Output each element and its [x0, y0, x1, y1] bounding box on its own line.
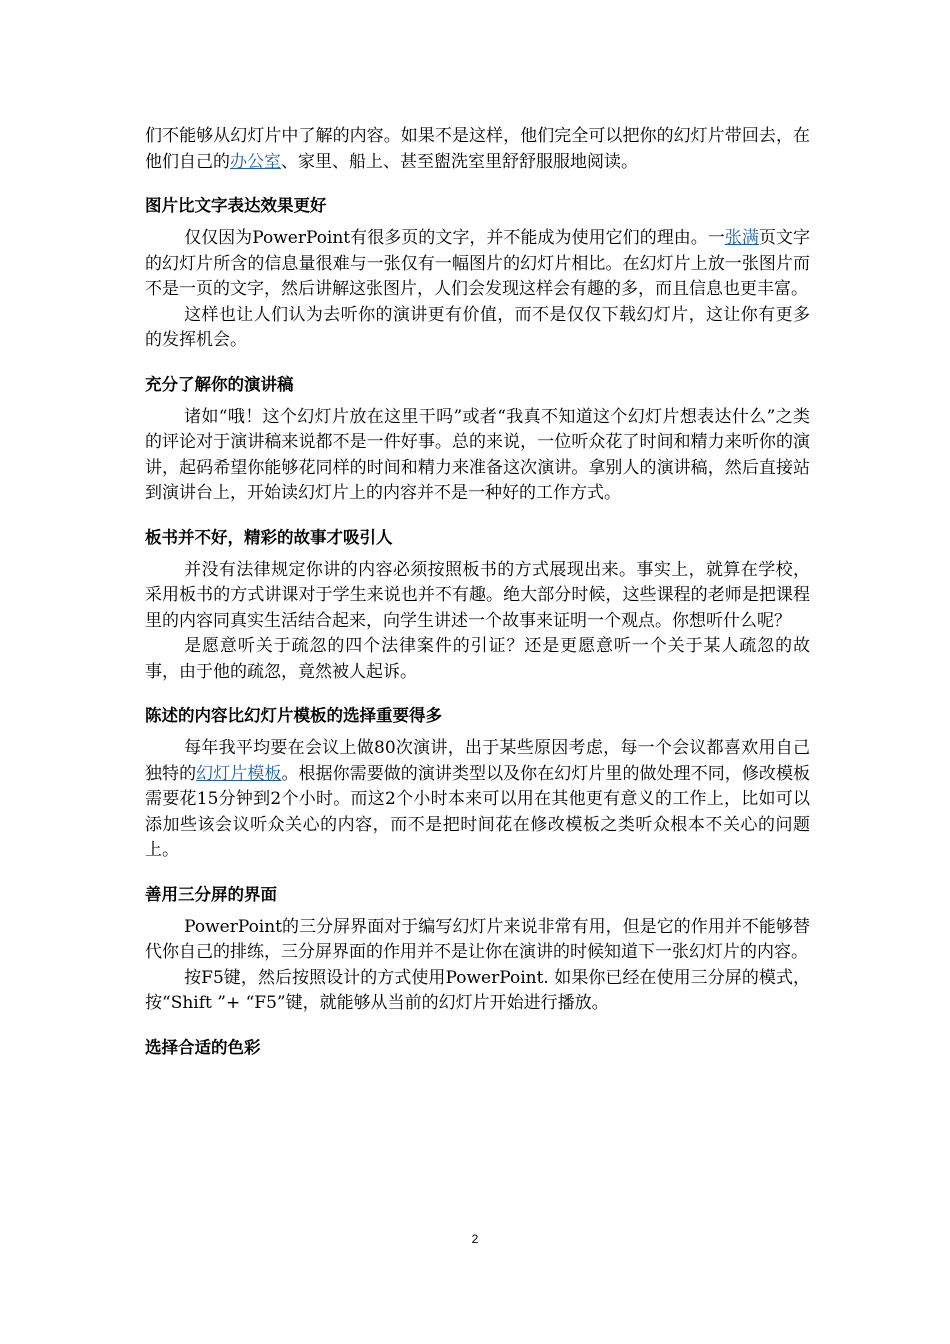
- link-full-page[interactable]: 张满: [724, 228, 759, 248]
- document-page: [145, 124, 810, 1068]
- paragraph: 这样也让人们认为去听你的演讲更有价值，而不是仅仅下载幻灯片，这让你有更多的发挥机会。: [145, 304, 810, 350]
- paragraph: 每年我平均要在会议上做80次演讲，出于某些原因考虑，每一个会议都喜欢用自己独特的幻灯片模板。根据你需要做的演讲类型以及你在幻灯片里的做处理不同，修改模板需要花15分钟到2个小时。而这2个小时本来可以用在其他更有意义的工作上，比如可以添加些该会议听众关心的内容，而不是把时间花在修改模板之类听众根本不关心的问题上。: [145, 738, 811, 860]
- section-heading: 善用三分屏的界面: [145, 884, 277, 904]
- section-heading: 板书并不好，精彩的故事才吸引人: [145, 527, 393, 547]
- paragraph: 诸如“哦！这个幻灯片放在这里干吗”或者“我真不知道这个幻灯片想表达什么”之类的评论对于演讲稿来说都不是一件好事。总的来说，一位听众花了时间和精力来听你的演讲，起码希望你能够花同样的时间和精力来准备这次演讲。拿别人的演讲稿，然后直接站到演讲台上，开始读幻灯片上的内容并不是一种好的工作方式。: [145, 406, 810, 503]
- paragraph: 并没有法律规定你讲的内容必须按照板书的方式展现出来。事实上，就算在学校，采用板书的方式讲课对于学生来说也并不有趣。绝大部分时候，这些课程的老师是把课程里的内容同真实生活结合起来，向学生讲述一个故事来证明一个观点。你想听什么呢？: [145, 559, 810, 631]
- link-slide-template[interactable]: 幻灯片模板: [196, 763, 282, 784]
- paragraph: 是愿意听关于疏忽的四个法律案件的引证？还是更愿意听一个关于某人疏忽的故事，由于他的疏忽，竟然被人起诉。: [145, 636, 810, 682]
- paragraph-continuation: 们不能够从幻灯片中了解的内容。如果不是这样，他们完全可以把你的幻灯片带回去，在他们自己的办公室、家里、船上、甚至盥洗室里舒舒服服地阅读。: [145, 126, 810, 172]
- page-number: 2: [471, 1232, 479, 1246]
- section-heading: 选择合适的色彩: [145, 1037, 261, 1057]
- section-heading: 图片比文字表达效果更好: [145, 196, 327, 215]
- section-heading: 陈述的内容比幻灯片模板的选择重要得多: [145, 706, 442, 725]
- section-heading: 充分了解你的演讲稿: [145, 374, 294, 394]
- link-office[interactable]: 办公室: [230, 151, 281, 172]
- paragraph: 仅仅因为PowerPoint有很多页的文字，并不能成为使用它们的理由。一张满页文字的幻灯片所含的信息量很难与一张仅有一幅图片的幻灯片相比。在幻灯片上放一张图片而不是一页的文字，然后讲解这张图片，人们会发现这样会有趣的多，而且信息也更丰富。: [145, 228, 810, 299]
- paragraph: PowerPoint的三分屏界面对于编写幻灯片来说非常有用，但是它的作用并不能够替代你自己的排练，三分屏界面的作用并不是让你在演讲的时候知道下一张幻灯片的内容。: [145, 916, 810, 962]
- paragraph: 按F5键，然后按照设计的方式使用PowerPoint. 如果你已经在使用三分屏的模式，按“Shift ”+ “F5”键，就能够从当前的幻灯片开始进行播放。: [145, 967, 810, 1013]
